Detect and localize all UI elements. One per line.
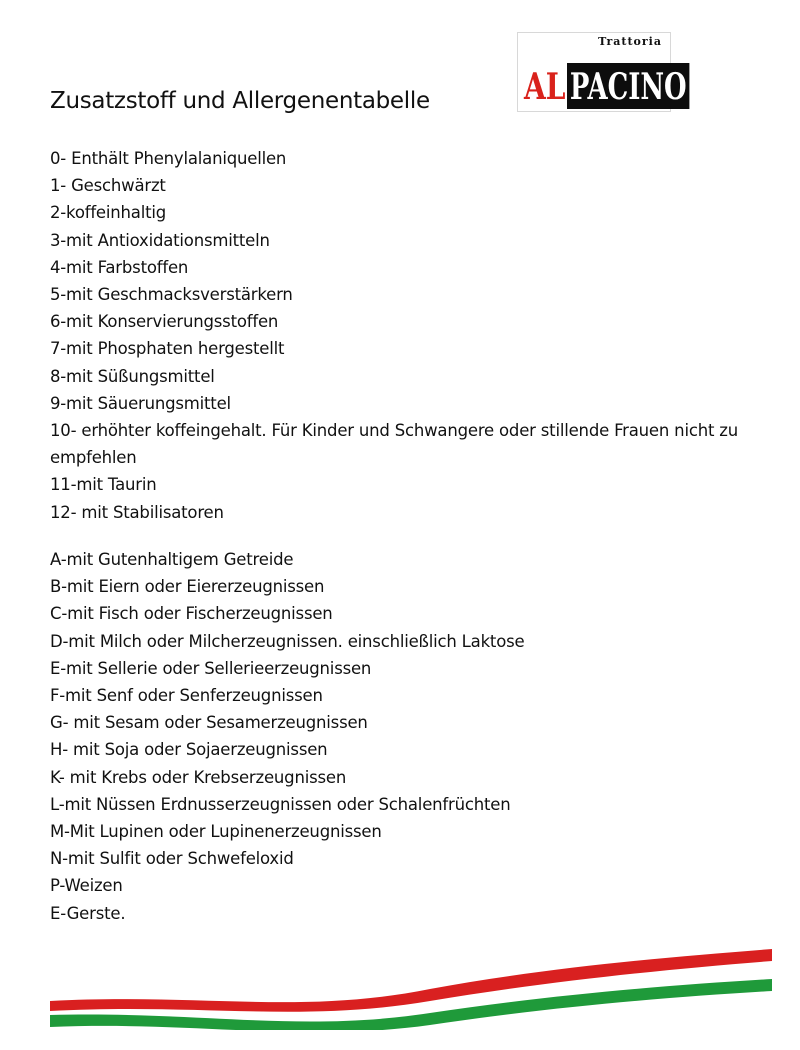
additive-item: 8-mit Süßungsmittel [50, 366, 215, 386]
allergen-item: K- mit Krebs oder Krebserzeugnissen [50, 767, 347, 787]
logo-trattoria-text: Trattoria [598, 35, 662, 48]
additive-item: 4-mit Farbstoffen [50, 257, 189, 277]
trattoria-al-pacino-logo [517, 32, 687, 112]
allergen-item: N-mit Sulfit oder Schwefeloxid [50, 849, 294, 869]
additive-item: 7-mit Phosphaten hergestellt [50, 339, 285, 359]
logo-pacino-text: PACINO [567, 63, 690, 109]
additive-item: 2-koffeinhaltig [50, 203, 167, 223]
additive-item: 9-mit Säuerungsmittel [50, 393, 231, 413]
allergen-item: E-mit Sellerie oder Sellerieerzeugnissen [50, 658, 372, 678]
additive-item: 1- Geschwärzt [50, 176, 166, 196]
allergen-item: C-mit Fisch oder Fischerzeugnissen [50, 604, 333, 624]
allergen-item: B-mit Eiern oder Eiererzeugnissen [50, 577, 325, 597]
allergens-list [50, 546, 760, 927]
allergen-item: A-mit Gutenhaltigem Getreide [50, 550, 294, 569]
additive-item: 5-mit Geschmacksverstärkern [50, 285, 293, 305]
allergen-item: G- mit Sesam oder Sesamerzeugnissen [50, 713, 368, 733]
allergen-item: E-Gerste. [50, 903, 126, 923]
additive-item: 6-mit Konservierungsstoffen [50, 312, 279, 332]
allergen-item: L-mit Nüssen Erdnusserzeugnissen oder Schalenfrüchten [50, 794, 511, 814]
allergen-item: F-mit Senf oder Senferzeugnissen [50, 686, 323, 706]
allergen-item: P-Weizen [50, 876, 123, 896]
additive-item: 0- Enthält Phenylalaniquellen [50, 149, 287, 168]
additive-item: 12- mit Stabilisatoren [50, 502, 224, 522]
italian-flag-wave [50, 945, 772, 1030]
additive-item: 11-mit Taurin [50, 475, 157, 495]
logo-al-text: AL [524, 66, 566, 108]
logo-name [524, 51, 737, 109]
allergen-item: M-Mit Lupinen oder Lupinenerzeugnissen [50, 822, 382, 842]
page-title: Zusatzstoff und Allergenentabelle [50, 88, 430, 114]
additives-list [50, 145, 760, 526]
allergen-item: H- mit Soja oder Sojaerzeugnissen [50, 740, 328, 760]
additive-item: 3-mit Antioxidationsmitteln [50, 230, 270, 250]
additive-item: 10- erhöhter koffeingehalt. Für Kinder und Schwangere oder stillende Frauen nicht zu empfehlen [50, 421, 738, 468]
flag-red-stripe [50, 949, 772, 1012]
allergen-item: D-mit Milch oder Milcherzeugnissen. einschließlich Laktose [50, 631, 525, 651]
